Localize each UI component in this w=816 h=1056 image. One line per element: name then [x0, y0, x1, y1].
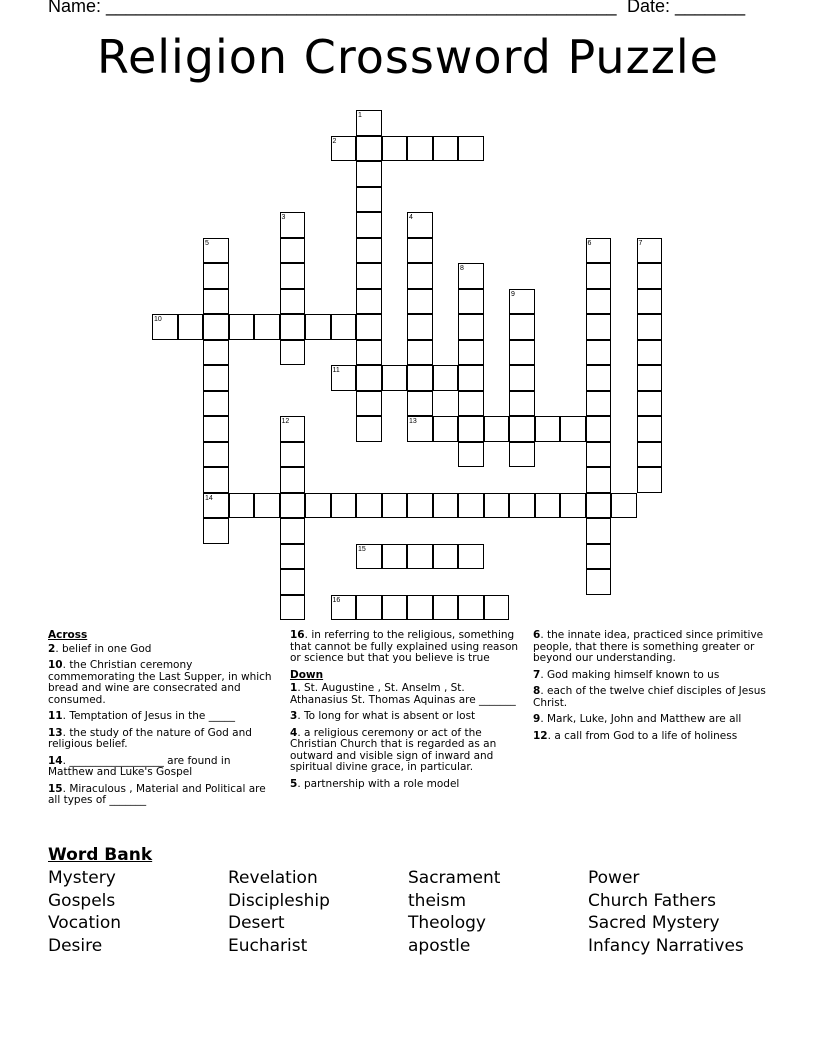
crossword-cell[interactable] — [203, 263, 229, 289]
crossword-cell[interactable] — [611, 493, 637, 519]
crossword-cell[interactable] — [637, 467, 663, 493]
crossword-cell[interactable] — [586, 340, 612, 366]
clue-number-15: 15 — [358, 545, 366, 553]
crossword-cell[interactable] — [229, 493, 255, 519]
clue-number-6: 6 — [587, 239, 592, 247]
crossword-cell[interactable] — [356, 263, 382, 289]
crossword-cell[interactable] — [637, 314, 663, 340]
date-field-label: Date: _______ — [627, 0, 746, 16]
crossword-cell[interactable] — [509, 493, 535, 519]
crossword-cell[interactable] — [560, 493, 586, 519]
crossword-cell[interactable] — [203, 340, 229, 366]
crossword-cell[interactable] — [203, 442, 229, 468]
crossword-cell[interactable] — [356, 289, 382, 315]
crossword-cell[interactable] — [356, 391, 382, 417]
crossword-cell[interactable] — [458, 442, 484, 468]
crossword-cell[interactable] — [382, 365, 408, 391]
crossword-cell[interactable] — [458, 391, 484, 417]
crossword-cell[interactable] — [280, 289, 306, 315]
crossword-cell[interactable] — [254, 314, 280, 340]
clue-number-1: 1 — [358, 112, 362, 119]
clue-number-5: 5 — [205, 239, 209, 247]
crossword-cell[interactable] — [356, 340, 382, 366]
word-bank-word: apostle — [408, 936, 471, 956]
crossword-cell[interactable] — [382, 544, 408, 570]
crossword-cell[interactable] — [458, 544, 484, 570]
crossword-cell[interactable] — [407, 314, 433, 340]
crossword-cell[interactable] — [356, 416, 382, 442]
crossword-cell[interactable] — [280, 238, 306, 264]
across-clue-13: 13. the study of the nature of God and religious belief. — [48, 726, 252, 750]
crossword-cell[interactable] — [458, 416, 484, 442]
word-bank-word: Infancy Narratives — [588, 936, 744, 956]
down-clue-9: 9. Mark, Luke, John and Matthew are all — [533, 713, 742, 725]
crossword-cell[interactable] — [382, 136, 408, 162]
crossword-cell[interactable] — [586, 391, 612, 417]
crossword-cell[interactable] — [509, 340, 535, 366]
crossword-cell[interactable] — [433, 493, 459, 519]
crossword-cell[interactable] — [407, 263, 433, 289]
crossword-cell[interactable] — [509, 391, 535, 417]
crossword-cell[interactable] — [356, 212, 382, 238]
crossword-cell[interactable] — [407, 136, 433, 162]
crossword-cell[interactable] — [458, 340, 484, 366]
crossword-cell[interactable] — [637, 263, 663, 289]
across-clue-14: 14. __________________ are found in Matthew and Luke's Gospel — [48, 754, 231, 778]
crossword-cell[interactable] — [586, 544, 612, 570]
name-field-label: Name: ___________________________________________________ — [48, 0, 617, 16]
crossword-cell[interactable] — [280, 493, 306, 519]
down-clue-7: 7. God making himself known to us — [533, 668, 720, 681]
clue-number-9: 9 — [511, 290, 515, 298]
crossword-cell[interactable] — [356, 161, 382, 187]
clue-number-13: 13 — [409, 418, 417, 425]
clue-number-7: 7 — [638, 239, 643, 247]
across-clue-10: 10. the Christian ceremony commemorating the Last Supper, in which bread and wine are consecrated and consumed. — [48, 659, 272, 706]
crossword-cell[interactable] — [458, 595, 484, 621]
crossword-cell[interactable] — [586, 569, 612, 595]
clue-number-3: 3 — [281, 214, 286, 221]
crossword-cell[interactable] — [280, 518, 306, 544]
crossword-cell[interactable] — [586, 416, 612, 442]
crossword-cell[interactable] — [407, 340, 433, 366]
crossword-cell[interactable] — [509, 416, 535, 442]
crossword-cell[interactable] — [586, 365, 612, 391]
crossword-cell[interactable] — [178, 314, 204, 340]
crossword-cell[interactable] — [560, 416, 586, 442]
crossword-cell[interactable] — [637, 340, 663, 366]
crossword-cell[interactable] — [433, 595, 459, 621]
crossword-cell[interactable] — [356, 314, 382, 340]
crossword-cell[interactable] — [356, 187, 382, 213]
page-title: Religion Crossword Puzzle — [97, 30, 719, 84]
crossword-cell[interactable] — [586, 518, 612, 544]
crossword-cell[interactable] — [407, 289, 433, 315]
crossword-cell[interactable] — [203, 314, 229, 340]
crossword-cell[interactable] — [458, 493, 484, 519]
crossword-cell[interactable] — [433, 136, 459, 162]
clue-number-12: 12 — [281, 418, 290, 425]
crossword-cell[interactable] — [356, 595, 382, 621]
crossword-cell[interactable] — [280, 595, 306, 621]
crossword-cell[interactable] — [356, 365, 382, 391]
crossword-cell[interactable] — [407, 238, 433, 264]
word-bank-word: Vocation — [48, 913, 122, 933]
crossword-cell[interactable] — [356, 136, 382, 162]
crossword-cell[interactable] — [637, 416, 663, 442]
word-bank-word: Theology — [408, 913, 486, 933]
crossword-cell[interactable] — [203, 289, 229, 315]
clues-column-3 — [533, 630, 773, 747]
crossword-cell[interactable] — [203, 416, 229, 442]
crossword-cell[interactable] — [637, 365, 663, 391]
crossword-cell[interactable] — [433, 365, 459, 391]
word-bank-word: Revelation — [228, 868, 318, 888]
down-clue-8: 8. each of the twelve chief disciples of Jesus Christ. — [533, 685, 766, 709]
down-clue-4: 4. a religious ceremony or act of the Christian Church that is regarded as an outward and visible sign of inward and spiritual divine grace, in particular. — [290, 726, 497, 773]
crossword-cell[interactable] — [280, 263, 306, 289]
crossword-cell[interactable] — [407, 391, 433, 417]
clue-number-8: 8 — [460, 265, 464, 272]
crossword-cell[interactable] — [331, 314, 357, 340]
crossword-cell[interactable] — [458, 289, 484, 315]
clue-number-10: 10 — [154, 316, 162, 323]
crossword-cell[interactable] — [407, 365, 433, 391]
crossword-cell[interactable] — [637, 391, 663, 417]
crossword-cell[interactable] — [535, 416, 561, 442]
crossword-cell[interactable] — [203, 518, 229, 544]
crossword-cell[interactable] — [433, 416, 459, 442]
crossword-cell[interactable] — [203, 391, 229, 417]
crossword-cell[interactable] — [458, 365, 484, 391]
crossword-cell[interactable] — [407, 544, 433, 570]
down-clue-12: 12. a call from God to a life of holiness — [533, 729, 738, 742]
crossword-cell[interactable] — [586, 467, 612, 493]
across-clue-16: 16. in referring to the religious, something that cannot be fully explained using reason or science but that you believe is true — [290, 629, 519, 664]
crossword-cell[interactable] — [484, 595, 510, 621]
crossword-cell[interactable] — [509, 365, 535, 391]
crossword-cell[interactable] — [586, 442, 612, 468]
crossword-cell[interactable] — [586, 314, 612, 340]
crossword-cell[interactable] — [280, 544, 306, 570]
crossword-cell[interactable] — [509, 442, 535, 468]
crossword-cell[interactable] — [586, 263, 612, 289]
word-bank-word: Eucharist — [228, 936, 308, 956]
word-bank-title: Word Bank — [48, 845, 153, 865]
crossword-cell[interactable] — [535, 493, 561, 519]
crossword-cell[interactable] — [203, 467, 229, 493]
crossword-cell[interactable] — [382, 493, 408, 519]
crossword-cell[interactable] — [407, 493, 433, 519]
crossword-cell[interactable] — [637, 289, 663, 315]
crossword-cell[interactable] — [280, 442, 306, 468]
word-bank-word: Discipleship — [228, 891, 330, 911]
across-heading: Across — [48, 629, 88, 641]
down-clue-3: 3. To long for what is absent or lost — [290, 710, 476, 722]
down-clue-1: 1. St. Augustine , St. Anselm , St. Athanasius St. Thomas Aquinas are _______ — [290, 682, 516, 706]
crossword-cell[interactable] — [356, 493, 382, 519]
crossword-cell[interactable] — [203, 365, 229, 391]
word-bank-word: Power — [588, 868, 640, 888]
crossword-cell[interactable] — [509, 314, 535, 340]
crossword-cell[interactable] — [356, 238, 382, 264]
clue-number-4: 4 — [409, 214, 413, 221]
crossword-cell[interactable] — [407, 595, 433, 621]
crossword-cell[interactable] — [280, 569, 306, 595]
crossword-cell[interactable] — [637, 442, 663, 468]
crossword-cell[interactable] — [331, 493, 357, 519]
crossword-cell[interactable] — [280, 467, 306, 493]
crossword-cell[interactable] — [484, 493, 510, 519]
down-clue-6: 6. the innate idea, practiced since primitive people, that there is something greater or beyond our understanding. — [533, 629, 764, 664]
across-clue-15: 15. Miraculous , Material and Political are all types of _______ — [48, 782, 266, 806]
crossword-cell[interactable] — [484, 416, 510, 442]
down-clue-5: 5. partnership with a role model — [290, 777, 460, 790]
word-bank-word: theism — [408, 891, 467, 911]
word-bank-word: Church Fathers — [588, 891, 716, 911]
clue-number-11: 11 — [332, 367, 340, 374]
crossword-cell[interactable] — [382, 595, 408, 621]
word-bank-word: Desire — [48, 936, 103, 956]
down-heading: Down — [290, 668, 324, 681]
word-bank-word: Desert — [228, 913, 285, 933]
clue-number-2: 2 — [332, 137, 337, 145]
crossword-cell[interactable] — [458, 136, 484, 162]
across-clue-2: 2. belief in one God — [48, 642, 152, 655]
word-bank-word: Sacrament — [408, 868, 501, 888]
crossword-cell[interactable] — [586, 289, 612, 315]
word-bank-word: Sacred Mystery — [588, 913, 720, 933]
crossword-cell[interactable] — [305, 493, 331, 519]
crossword-cell[interactable] — [433, 544, 459, 570]
clue-number-14: 14 — [205, 494, 213, 502]
word-bank-word: Gospels — [48, 891, 116, 911]
crossword-cell[interactable] — [229, 314, 255, 340]
crossword-cell[interactable] — [280, 314, 306, 340]
crossword-cell[interactable] — [254, 493, 280, 519]
word-bank-word: Mystery — [48, 868, 116, 888]
across-clue-11: 11. Temptation of Jesus in the _____ — [48, 710, 235, 722]
crossword-cell[interactable] — [305, 314, 331, 340]
clues-column-1 — [48, 630, 278, 812]
clue-number-16: 16 — [332, 596, 341, 604]
clues-column-2 — [290, 630, 525, 795]
crossword-cell[interactable] — [458, 314, 484, 340]
crossword-cell[interactable] — [280, 340, 306, 366]
crossword-cell[interactable] — [586, 493, 612, 519]
